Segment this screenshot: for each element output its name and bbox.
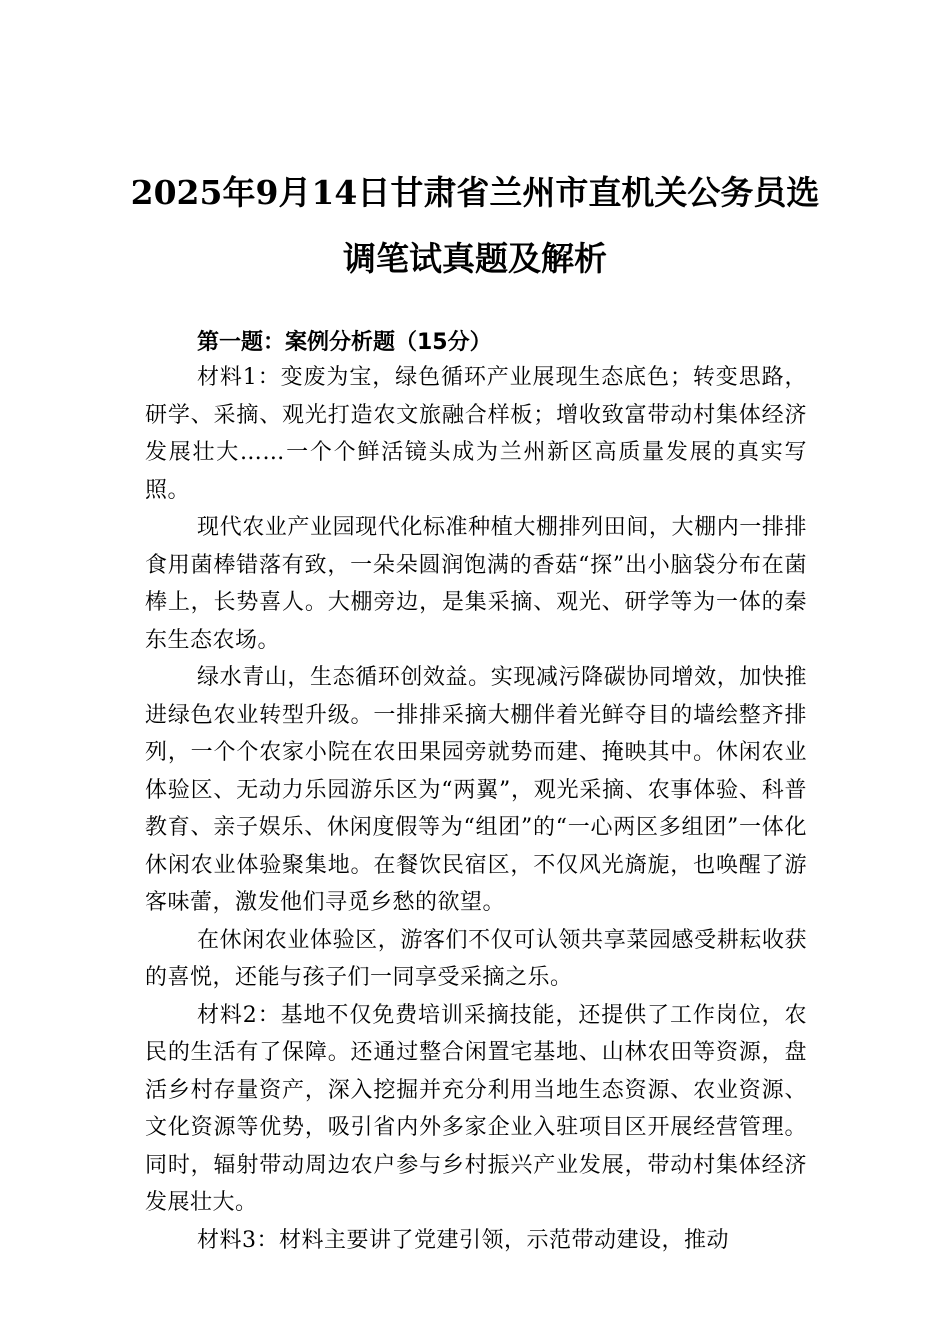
document-title: 2025年9月14日甘肃省兰州市直机关公务员选调笔试真题及解析: [130, 173, 820, 278]
paragraph-material-1: 材料1：变废为宝，绿色循环产业展现生态底色；转变思路，研学、采摘、观光打造农文旅融合样板；增收致富带动村集体经济发展壮大……一个个鲜活镜头成为兰州新区高质量发展的真实写照。: [145, 365, 807, 503]
paragraph-green-cycle: 绿水青山，生态循环创效益。实现减污降碳协同增效，加快推进绿色农业转型升级。一排排采摘大棚伴着光鲜夺目的墙绘整齐排列，一个个农家小院在农田果园旁就势而建、掩映其中。休闲农业体验区、无动力乐园游乐区为“两翼”，观光采摘、农事体验、科普教育、亲子娱乐、休闲度假等为“组团”的“一心两区多组团”一体化休闲农业体验聚集地。在餐饮民宿区，不仅风光旖旎，也唤醒了游客味蕾，激发他们寻觅乡愁的欲望。: [145, 665, 807, 915]
paragraph-material-2: 材料2：基地不仅免费培训采摘技能，还提供了工作岗位，农民的生活有了保障。还通过整合闲置宅基地、山林农田等资源，盘活乡村存量资产，深入挖掘并充分利用当地生态资源、农业资源、文化资源等优势，吸引省内外多家企业入驻项目区开展经营管理。同时，辐射带动周边农户参与乡村振兴产业发展，带动村集体经济发展壮大。: [145, 1002, 807, 1215]
section-heading: 第一题：案例分析题（15分）: [197, 330, 492, 355]
paragraph-material-3: 材料3：材料主要讲了党建引领，示范带动建设，推动: [197, 1227, 729, 1253]
document-body: [145, 326, 807, 1259]
paragraph-leisure-area: 在休闲农业体验区，游客们不仅可认领共享菜园感受耕耘收获的喜悦，还能与孩子们一同享受采摘之乐。: [145, 927, 807, 990]
paragraph-agri-park: 现代农业产业园现代化标准种植大棚排列田间，大棚内一排排食用菌棒错落有致，一朵朵圆润饱满的香菇“探”出小脑袋分布在菌棒上，长势喜人。大棚旁边，是集采摘、观光、研学等为一体的秦东生态农场。: [145, 515, 807, 653]
